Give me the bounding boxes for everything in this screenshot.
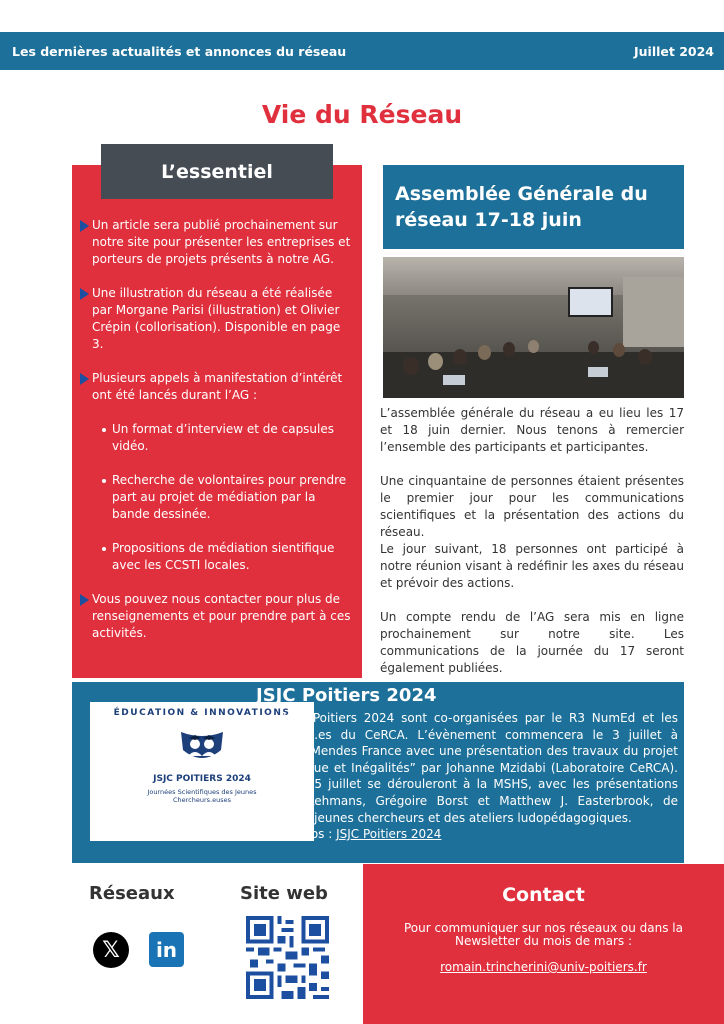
arrow-icon [80, 220, 89, 232]
ag-title: Assemblée Générale du réseau 17-18 juin [383, 165, 684, 249]
ag-photo [383, 257, 684, 398]
essentiel-item: Plusieurs appels à manifestation d’intérêt ont été lancés durant l’AG : [80, 370, 355, 404]
jsjc-panel [72, 682, 684, 863]
logo-arc-text: ÉDUCATION & INNOVATIONS [113, 708, 291, 718]
projection-screen [568, 287, 613, 317]
logo-subtitle: Journées Scientifiques des Jeunes Chercheurs.euses [147, 788, 257, 804]
essentiel-tab: L’essentiel [101, 144, 333, 199]
jsjc-title: JSJC Poitiers 2024 [256, 685, 437, 706]
contact-panel [363, 864, 724, 1024]
jsjc-link[interactable]: JSJC Poitiers 2024 [336, 827, 442, 842]
ag-text [380, 405, 684, 694]
bullet-icon [102, 428, 106, 432]
ag-paragraph: Un compte rendu de l’AG sera mis en ligne prochainement sur notre site. Les communications de la journée du 17 seront également publiées. [380, 610, 684, 675]
graduates-icon [177, 726, 227, 766]
ag-paragraph: L’assemblée générale du réseau a eu lieu les 17 et 18 juin dernier. Nous tenons à remercier l’ensemble des participants et participantes. [380, 406, 684, 454]
essentiel-list [80, 217, 355, 659]
contact-email-link[interactable]: romain.trincherini@univ-poitiers.fr [440, 960, 647, 974]
header-bar [0, 32, 724, 70]
essentiel-subitem: Un format d’interview et de capsules vidéo. [80, 421, 355, 455]
header-title: Les dernières actualités et annonces du réseau [12, 43, 347, 59]
essentiel-subitem: Propositions de médiation sientifique avec les CCSTI locales. [80, 540, 355, 574]
bullet-icon [102, 479, 106, 483]
contact-title: Contact [502, 884, 585, 906]
site-title: Site web [240, 883, 328, 904]
section-title: Vie du Réseau [261, 100, 463, 129]
reseaux-title: Réseaux [89, 883, 175, 904]
ag-paragraph: Le jour suivant, 18 personnes ont participé à notre réunion visant à redéfinir les axes du réseau et prévoir des actions. [380, 542, 684, 590]
linkedin-icon[interactable]: in [149, 932, 184, 967]
header-date: Juillet 2024 [634, 43, 714, 59]
jsjc-text: Les JSJC Poitiers 2024 sont co-organisées par le R3 NumEd et les doctorant.es du CeRCA. L’évènement commencera le 3 juillet à l’Espace Mendes France avec une présentation des travaux du projet “Numérique et Inégalités” par Johanne Mzidabi (Laboratoire CeRCA). Les 4 et 5 juillet se dérouleront à la MSHS, avec les présentations d’Anne Lehmans, Grégoire Borst et Matthew J. Easterbrook, de plusieurs jeunes chercheurs et des ateliers ludopédagogiques. Plus d’infos : JSJC Poitiers 2024 [256, 711, 678, 842]
essentiel-item: Vous pouvez nous contacter pour plus de renseignements et pour prendre part à ces activités. [80, 591, 355, 642]
ag-paragraph: Une cinquantaine de personnes étaient présentes le premier jour pour les communications scientifiques et la présentation des actions du réseau. [380, 474, 684, 539]
arrow-icon [80, 288, 89, 300]
essentiel-subitem: Recherche de volontaires pour prendre part au projet de médiation par la bande dessinée. [80, 472, 355, 523]
x-icon[interactable]: 𝕏 [93, 932, 129, 968]
arrow-icon [80, 594, 89, 606]
essentiel-item: Un article sera publié prochainement sur notre site pour présenter les entreprises et porteurs de projets présents à notre AG. [80, 217, 355, 268]
qr-code[interactable] [246, 916, 329, 999]
bullet-icon [102, 547, 106, 551]
arrow-icon [80, 373, 89, 385]
essentiel-item: Une illustration du réseau a été réalisée par Morgane Parisi (illustration) et Olivier Crépin (collorisation). Disponible en page 3. [80, 285, 355, 353]
logo-name: JSJC POITIERS 2024 [153, 774, 251, 784]
contact-text: Pour communiquer sur nos réseaux ou dans la Newsletter du mois de mars : [404, 921, 683, 948]
essentiel-panel [72, 165, 362, 678]
